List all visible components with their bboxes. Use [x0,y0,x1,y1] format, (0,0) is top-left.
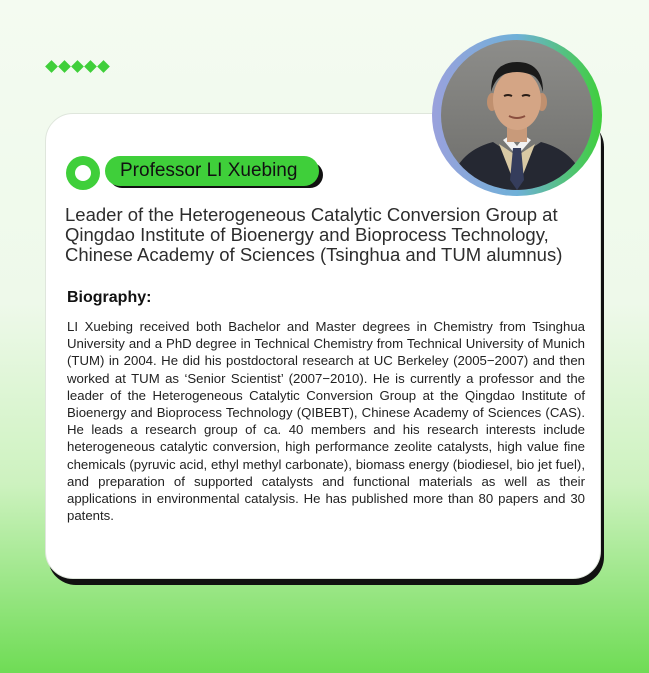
professor-name: Professor LI Xuebing [120,160,298,181]
diamond-icon [97,60,110,73]
person-portrait-icon [441,40,593,190]
biography-heading: Biography: [67,289,152,306]
biography-text: LI Xuebing received both Bachelor and Master degrees in Chemistry from Tsinghua University and a PhD degree in Technical Chemistry from Technical University of Munich (TUM) in 2004. He did his postdoctoral research at UC Berkeley (2005−2007) and then worked at TUM as ‘Senior Scientist’ (2007−2010). He is currently a professor and the leader of the Heterogeneous Catalytic Conversion Group at the Qingdao Institute of Bioenergy and Bioprocess Technology (QIBEBT), Chinese Academy of Sciences (CAS). He leads a research group of ca. 40 members and his research interests include heterogeneous catalytic conversion, high performance zeolite catalysts, high value fine chemicals (pyruvic acid, ethyl methyl carbonate), biomass energy (biodiesel, bio jet fuel), and preparation of supported catalysts and functional materials as well as their applications in environmental catalysis. He has published more than 80 papers and 30 patents. [67,319,585,524]
decorative-dots [47,62,108,71]
title-line: Leader of the Heterogeneous Catalytic Conversion Group at [65,204,558,225]
diamond-icon [71,60,84,73]
name-badge [105,156,319,186]
portrait-photo [441,40,593,190]
title-line: Chinese Academy of Sciences (Tsinghua and TUM alumnus) [65,244,563,265]
title-line: Qingdao Institute of Bioenergy and Bioprocess Technology, [65,224,549,245]
diamond-icon [45,60,58,73]
professor-title [65,205,595,265]
diamond-icon [84,60,97,73]
ring-icon [66,156,100,190]
diamond-icon [58,60,71,73]
